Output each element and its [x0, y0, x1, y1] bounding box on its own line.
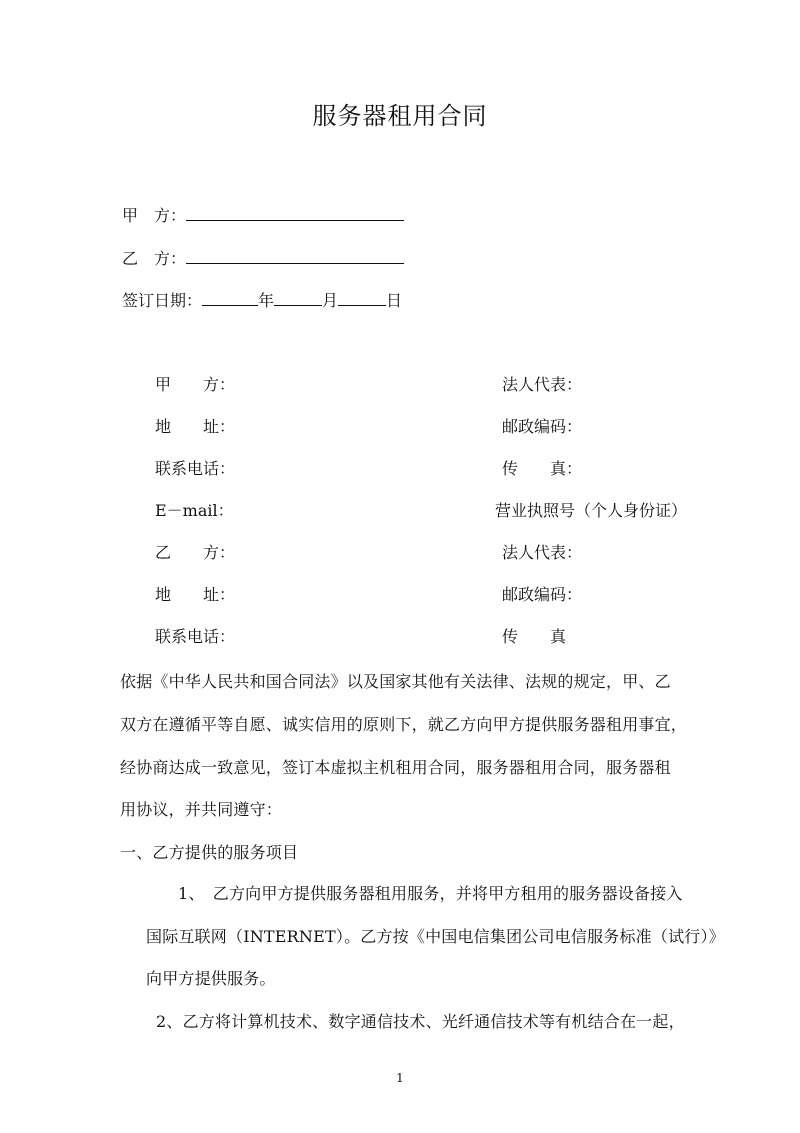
party-b-fax-label: 传 真 — [502, 627, 567, 646]
party-a-fax-label: 传 真： — [502, 459, 583, 478]
party-a-license-label: 营业执照号（个人身份证） — [495, 501, 688, 520]
party-a-phone-label: 联系电话： — [155, 459, 236, 478]
party-b-postcode-label: 邮政编码： — [502, 585, 583, 604]
party-b-legal-rep-label: 法人代表： — [502, 543, 583, 562]
section-heading: 一、乙方提供的服务项目 — [120, 843, 299, 862]
year-label: 年 — [258, 291, 275, 310]
preamble-line: 双方在遵循平等自愿、诚实信用的原则下，就乙方向甲方提供服务器租用事宜， — [120, 715, 688, 734]
party-b-address-label: 地 址： — [155, 585, 236, 604]
party-a-blank — [186, 206, 404, 221]
year-blank — [202, 291, 258, 306]
party-b-line — [122, 246, 404, 269]
party-a-legal-rep-label: 法人代表： — [502, 375, 583, 394]
day-blank — [338, 291, 386, 306]
party-a-postcode-label: 邮政编码： — [502, 417, 583, 436]
party-a-line — [122, 203, 404, 226]
preamble-line: 依据《中华人民共和国合同法》以及国家其他有关法律、法规的规定，甲、乙 — [120, 672, 671, 691]
sign-date-line — [122, 288, 402, 311]
party-b-phone-label: 联系电话： — [155, 627, 236, 646]
month-label: 月 — [322, 291, 339, 310]
party-b-label: 乙 方： — [122, 249, 187, 268]
party-a-email-label: E－mail： — [155, 501, 234, 520]
item1-line: 向甲方提供服务。 — [146, 969, 276, 988]
page-title: 服务器租用合同 — [312, 102, 488, 130]
party-a-address-label: 地 址： — [155, 417, 236, 436]
party-a-party-label: 甲 方： — [155, 375, 236, 394]
item1-line: 国际互联网（INTERNET）。乙方按《中国电信集团公司电信服务标准（试行）》 — [146, 927, 725, 946]
party-b-party-label: 乙 方： — [155, 543, 236, 562]
item1-line: 1、 乙方向甲方提供服务器租用服务，并将甲方租用的服务器设备接入 — [178, 884, 683, 903]
page-number: 1 — [396, 1071, 404, 1085]
sign-date-label: 签订日期： — [122, 291, 203, 310]
month-blank — [274, 291, 322, 306]
day-label: 日 — [386, 291, 403, 310]
party-a-label: 甲 方： — [122, 206, 187, 225]
item2-line: 2、乙方将计算机技术、数字通信技术、光纤通信技术等有机结合在一起， — [156, 1012, 685, 1031]
preamble-line: 用协议，并共同遵守： — [120, 800, 283, 819]
party-b-blank — [186, 249, 404, 264]
preamble-line: 经协商达成一致意见，签订本虚拟主机租用合同，服务器租用合同，服务器租 — [120, 758, 671, 777]
